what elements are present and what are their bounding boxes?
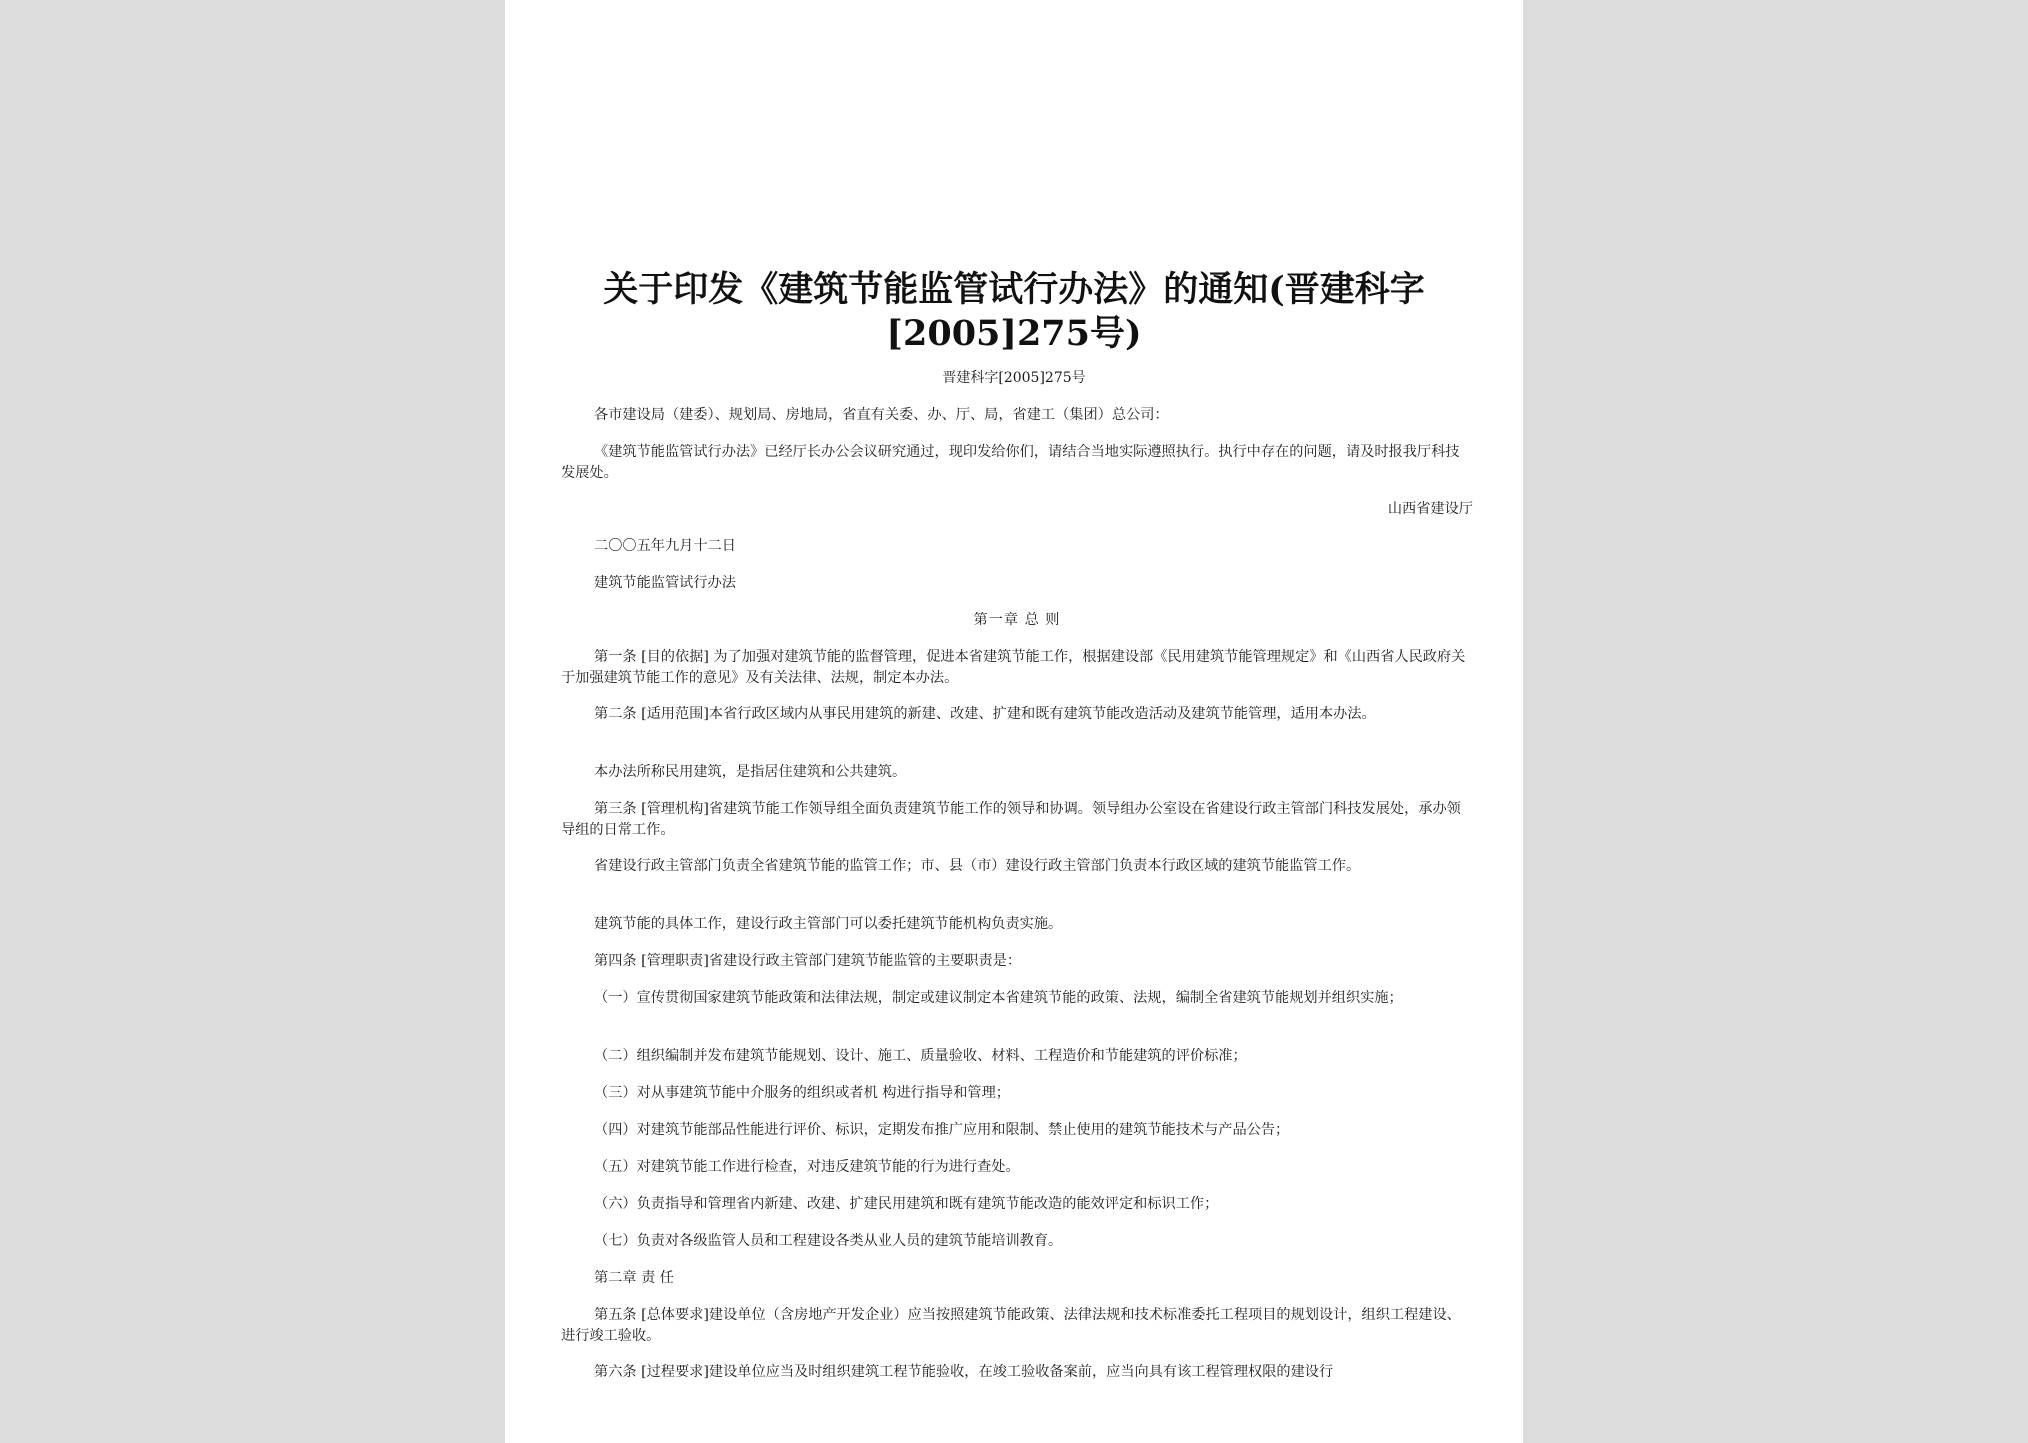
document-title bbox=[505, 268, 1523, 356]
article-5: 第五条 [总体要求]建设单位（含房地产开发企业）应当按照建筑节能政策、法律法规和技术标准委托工程项目的规划设计，组织工程建设、进行竣工验收。 bbox=[561, 1307, 1461, 1344]
article-1: 第一条 [目的依据] 为了加强对建筑节能的监督管理，促进本省建筑节能工作，根据建设部《民用建筑节能管理规定》和《山西省人民政府关于加强建筑节能工作的意见》及有关法律、法规，制定本办法。 bbox=[561, 649, 1466, 686]
attachment-title: 建筑节能监管试行办法 bbox=[594, 575, 736, 591]
title-line-2: [2005]275号) bbox=[886, 313, 1142, 354]
chapter-2-heading: 第二章 责 任 bbox=[594, 1270, 674, 1286]
document-number: 晋建科字[2005]275号 bbox=[942, 370, 1086, 386]
intro-paragraph: 《建筑节能监管试行办法》已经厅长办公会议研究通过，现印发给你们，请结合当地实际遵照执行。执行中存在的问题，请及时报我厅科技发展处。 bbox=[561, 444, 1460, 481]
issue-date: 二〇〇五年九月十二日 bbox=[594, 538, 736, 554]
article-3: 第三条 [管理机构]省建筑节能工作领导组全面负责建筑节能工作的领导和协调。领导组办公室设在省建设行政主管部门科技发展处，承办领导组的日常工作。 bbox=[561, 801, 1461, 838]
article-4-item-1: （一）宣传贯彻国家建筑节能政策和法律法规，制定或建议制定本省建筑节能的政策、法规，编制全省建筑节能规划并组织实施； bbox=[594, 990, 1403, 1006]
article-6: 第六条 [过程要求]建设单位应当及时组织建筑工程节能验收，在竣工验收备案前，应当向具有该工程管理权限的建设行 bbox=[594, 1364, 1334, 1380]
article-4-item-5: （五）对建筑节能工作进行检查，对违反建筑节能的行为进行查处。 bbox=[594, 1159, 1020, 1175]
addressee: 各市建设局（建委）、规划局、房地局，省直有关委、办、厅、局，省建工（集团）总公司： bbox=[594, 407, 1169, 423]
article-4-item-6: （六）负责指导和管理省内新建、改建、扩建民用建筑和既有建筑节能改造的能效评定和标识工作； bbox=[594, 1196, 1219, 1212]
title-line-1: 关于印发《建筑节能监管试行办法》的通知(晋建科字 bbox=[603, 269, 1425, 310]
article-4-item-3: （三）对从事建筑节能中介服务的组织或者机 构进行指导和管理； bbox=[594, 1085, 1010, 1101]
article-3-paragraph-3: 建筑节能的具体工作，建设行政主管部门可以委托建筑节能机构负责实施。 bbox=[594, 916, 1063, 932]
document-page bbox=[505, 0, 1523, 1443]
article-3-paragraph-2: 省建设行政主管部门负责全省建筑节能的监管工作；市、县（市）建设行政主管部门负责本行政区域的建筑节能监管工作。 bbox=[594, 858, 1361, 874]
article-4: 第四条 [管理职责]省建设行政主管部门建筑节能监管的主要职责是： bbox=[594, 953, 1022, 969]
issuer: 山西省建设厅 bbox=[1387, 501, 1473, 517]
article-2: 第二条 [适用范围]本省行政区域内从事民用建筑的新建、改建、扩建和既有建筑节能改造活动及建筑节能管理，适用本办法。 bbox=[594, 706, 1376, 722]
article-4-item-4: （四）对建筑节能部品性能进行评价、标识，定期发布推广应用和限制、禁止使用的建筑节能技术与产品公告； bbox=[594, 1122, 1290, 1138]
chapter-1-heading: 第一章 总 则 bbox=[973, 612, 1061, 628]
article-2-paragraph-2: 本办法所称民用建筑，是指居住建筑和公共建筑。 bbox=[594, 764, 907, 780]
article-4-item-2: （二）组织编制并发布建筑节能规划、设计、施工、质量验收、材料、工程造价和节能建筑的评价标准； bbox=[594, 1048, 1247, 1064]
article-4-item-7: （七）负责对各级监管人员和工程建设各类从业人员的建筑节能培训教育。 bbox=[594, 1233, 1063, 1249]
